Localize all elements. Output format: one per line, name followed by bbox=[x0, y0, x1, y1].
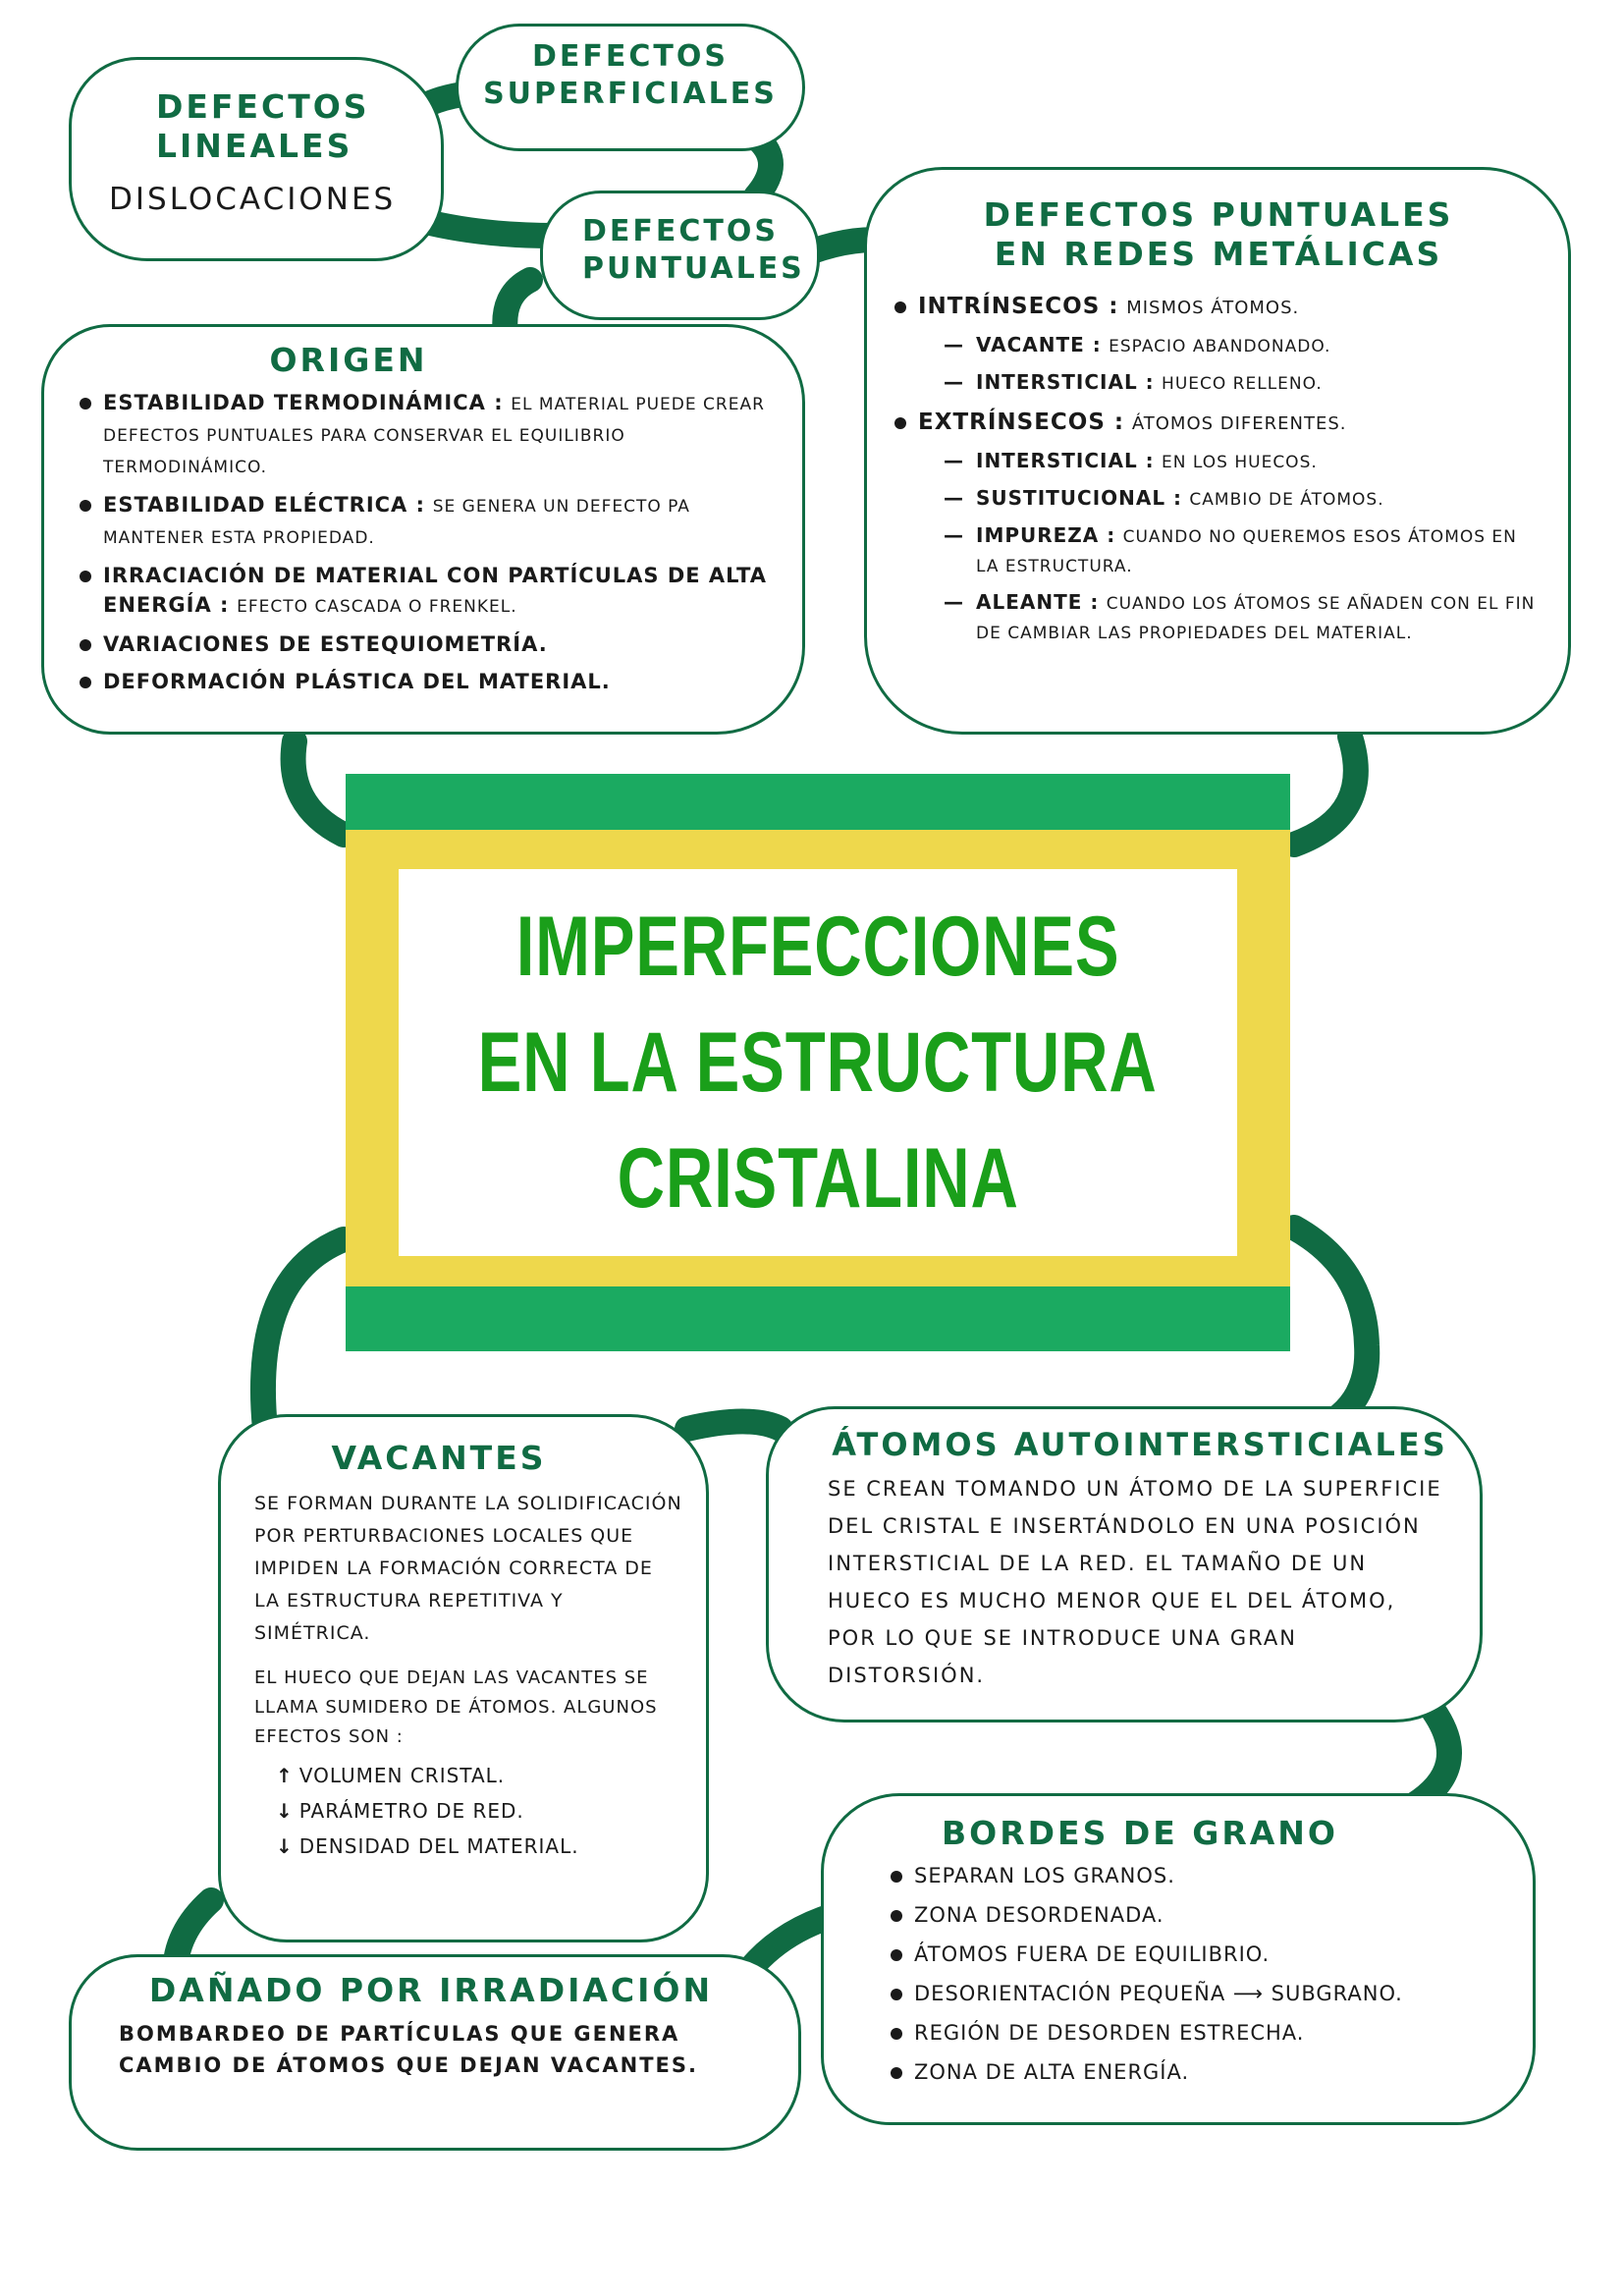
bordes-grano-heading: BORDES DE GRANO bbox=[942, 1814, 1338, 1852]
connector-autointersticiales-bordes bbox=[1414, 1711, 1449, 1805]
connector-redes-title bbox=[1294, 737, 1356, 845]
bordes-grano-item: ÁTOMOS FUERA DE EQUILIBRIO. bbox=[889, 1940, 1509, 1969]
bordes-grano-item: REGIÓN DE DESORDEN ESTRECHA. bbox=[889, 2018, 1509, 2048]
sub-term: SUSTITUCIONAL : bbox=[976, 486, 1183, 510]
irradiacion-body: BOMBARDEO DE PARTÍCULAS QUE GENERA CAMBIO DE ÁTOMOS QUE DEJAN VACANTES. bbox=[119, 2022, 698, 2077]
bordes-grano-item: SEPARAN LOS GRANOS. bbox=[889, 1861, 1509, 1890]
main-title bbox=[399, 869, 1237, 1256]
defectos-puntuales-bubble bbox=[540, 191, 820, 320]
intrinsecos-sub bbox=[893, 368, 1544, 398]
extrinsecos-sub bbox=[893, 588, 1544, 647]
main-title-box bbox=[346, 774, 1290, 1351]
vacantes-heading: VACANTES bbox=[331, 1439, 547, 1477]
extrinsecos-item bbox=[893, 408, 1544, 439]
dash-mark: — bbox=[944, 523, 964, 547]
effect-item bbox=[276, 1758, 682, 1793]
defectos-puntuales-heading: DEFECTOS PUNTUALES bbox=[582, 214, 805, 286]
origen-item bbox=[78, 561, 777, 622]
effect-text: DENSIDAD DEL MATERIAL. bbox=[298, 1834, 579, 1858]
sub-desc: CUANDO NO QUEREMOS ESOS ÁTOMOS EN LA ESTRUCTURA. bbox=[976, 527, 1517, 576]
intrinsecos-sub bbox=[893, 331, 1544, 360]
autointersticiales-body: SE CREAN TOMANDO UN ÁTOMO DE LA SUPERFICIE DEL CRISTAL E INSERTÁNDOLO EN UNA POSICIÓN INTERSTICIAL DE LA RED. EL TAMAÑO DE UN HUECO ES MUCHO MENOR QUE EL DEL ÁTOMO, POR LO QUE SE INTRODUCE UNA GRAN DISTORSIÓN. bbox=[828, 1477, 1442, 1687]
origen-item bbox=[78, 629, 777, 659]
connector-lineales-puntuales bbox=[422, 221, 555, 236]
extrinsecos-term: EXTRÍNSECOS : bbox=[918, 410, 1125, 435]
arrow-down-icon: ↓ bbox=[276, 1834, 294, 1858]
origen-item bbox=[78, 667, 777, 696]
bordes-grano-item: ZONA DESORDENADA. bbox=[889, 1900, 1509, 1930]
vacantes-effects bbox=[254, 1758, 682, 1864]
arrow-down-icon: ↓ bbox=[276, 1799, 294, 1823]
vacantes-para2: EL HUECO QUE DEJAN LAS VACANTES SE LLAMA SUMIDERO DE ÁTOMOS. ALGUNOS EFECTOS SON : bbox=[254, 1667, 658, 1747]
bordes-grano-item: DESORIENTACIÓN PEQUEÑA ⟶ SUBGRANO. bbox=[889, 1979, 1509, 2008]
defectos-lineales-heading: DEFECTOS LINEALES bbox=[156, 87, 370, 165]
sub-term: VACANTE : bbox=[976, 333, 1102, 356]
redes-intrinsecos-list bbox=[893, 292, 1544, 323]
extrinsecos-sub bbox=[893, 521, 1544, 580]
connector-title-autointersticiales bbox=[1294, 1228, 1367, 1419]
defectos-superficiales-heading: DEFECTOS SUPERFICIALES bbox=[483, 39, 778, 111]
sub-desc: ESPACIO ABANDONADO. bbox=[1109, 337, 1331, 356]
vacantes-bubble bbox=[218, 1414, 709, 1942]
extrinsecos-desc: ÁTOMOS DIFERENTES. bbox=[1131, 413, 1347, 434]
redes-metalicas-heading: DEFECTOS PUNTUALES EN REDES METÁLICAS bbox=[983, 195, 1454, 273]
sub-term: INTERSTICIAL : bbox=[976, 449, 1155, 472]
main-title-line: CRISTALINA bbox=[617, 1131, 1019, 1226]
title-band-bottom bbox=[346, 1286, 1290, 1351]
intrinsecos-term: INTRÍNSECOS : bbox=[918, 294, 1119, 319]
origen-list bbox=[78, 388, 777, 696]
dash-mark: — bbox=[944, 486, 964, 510]
sub-desc: CAMBIO DE ÁTOMOS. bbox=[1189, 490, 1384, 510]
origen-item bbox=[78, 490, 777, 553]
intrinsecos-item bbox=[893, 292, 1544, 323]
origen-heading: ORIGEN bbox=[269, 341, 428, 379]
dash-mark: — bbox=[944, 449, 964, 472]
connector-title-vacantes bbox=[263, 1239, 344, 1429]
title-band-top bbox=[346, 774, 1290, 830]
vacantes-para1: SE FORMAN DURANTE LA SOLIDIFICACIÓN POR PERTURBACIONES LOCALES QUE IMPIDEN LA FORMACIÓN CORRECTA DE LA ESTRUCTURA REPETITIVA Y SIMÉTRICA. bbox=[254, 1493, 682, 1644]
dislocaciones-text: DISLOCACIONES bbox=[109, 182, 397, 217]
extrinsecos-sub bbox=[893, 447, 1544, 476]
origen-item-term: IRRACIACIÓN DE MATERIAL CON PARTÍCULAS DE ALTA ENERGÍA : bbox=[103, 564, 768, 617]
intrinsecos-desc: MISMOS ÁTOMOS. bbox=[1126, 298, 1300, 318]
defectos-superficiales-bubble bbox=[456, 24, 805, 151]
effect-text: VOLUMEN CRISTAL. bbox=[298, 1764, 506, 1787]
bordes-grano-bubble bbox=[821, 1793, 1536, 2125]
origen-bubble bbox=[41, 324, 805, 735]
defectos-lineales-bubble bbox=[69, 57, 444, 261]
origen-item-term: ESTABILIDAD TERMODINÁMICA : bbox=[103, 391, 504, 414]
sub-term: INTERSTICIAL : bbox=[976, 370, 1155, 394]
origen-item-term: DEFORMACIÓN PLÁSTICA DEL MATERIAL. bbox=[103, 670, 611, 693]
extrinsecos-sub bbox=[893, 484, 1544, 514]
irradiacion-bubble bbox=[69, 1954, 801, 2151]
origen-item-term: VARIACIONES DE ESTEQUIOMETRÍA. bbox=[103, 632, 548, 656]
bordes-grano-list bbox=[889, 1861, 1509, 2087]
effect-item bbox=[276, 1829, 682, 1864]
dash-mark: — bbox=[944, 333, 964, 356]
origen-item-term: ESTABILIDAD ELÉCTRICA : bbox=[103, 493, 426, 517]
dash-mark: — bbox=[944, 370, 964, 394]
effect-item bbox=[276, 1793, 682, 1829]
redes-metalicas-bubble bbox=[864, 167, 1571, 735]
connector-origen-title bbox=[294, 741, 344, 835]
origen-item-desc: EFECTO CASCADA O FRENKEL. bbox=[237, 597, 517, 617]
main-title-line: EN LA ESTRUCTURA bbox=[478, 1015, 1158, 1110]
sub-desc: HUECO RELLENO. bbox=[1162, 374, 1323, 394]
bordes-grano-item: ZONA DE ALTA ENERGÍA. bbox=[889, 2057, 1509, 2087]
origen-item-desc: SE GENERA UN DEFECTO PA MANTENER ESTA PROPIEDAD. bbox=[103, 497, 690, 548]
arrow-up-icon: ↑ bbox=[276, 1764, 294, 1787]
sub-desc: EN LOS HUECOS. bbox=[1162, 453, 1318, 472]
autointersticiales-bubble bbox=[766, 1406, 1483, 1722]
redes-extrinsecos-list bbox=[893, 408, 1544, 439]
autointersticiales-heading: ÁTOMOS AUTOINTERSTICIALES bbox=[832, 1426, 1448, 1463]
main-title-line: IMPERFECCIONES bbox=[515, 900, 1120, 994]
origen-item-desc: EL MATERIAL PUEDE CREAR DEFECTOS PUNTUALES PARA CONSERVAR EL EQUILIBRIO TERMODINÁMICO. bbox=[103, 395, 765, 477]
connector-vacantes-autointersticiales bbox=[687, 1422, 781, 1430]
dash-mark: — bbox=[944, 590, 964, 614]
effect-text: PARÁMETRO DE RED. bbox=[298, 1799, 524, 1823]
sub-term: ALEANTE : bbox=[976, 590, 1100, 614]
irradiacion-heading: DAÑADO POR IRRADIACIÓN bbox=[148, 1971, 714, 2009]
origen-item bbox=[78, 388, 777, 482]
sub-desc: CUANDO LOS ÁTOMOS SE AÑADEN CON EL FIN DE CAMBIAR LAS PROPIEDADES DEL MATERIAL. bbox=[976, 594, 1536, 643]
sub-term: IMPUREZA : bbox=[976, 523, 1116, 547]
